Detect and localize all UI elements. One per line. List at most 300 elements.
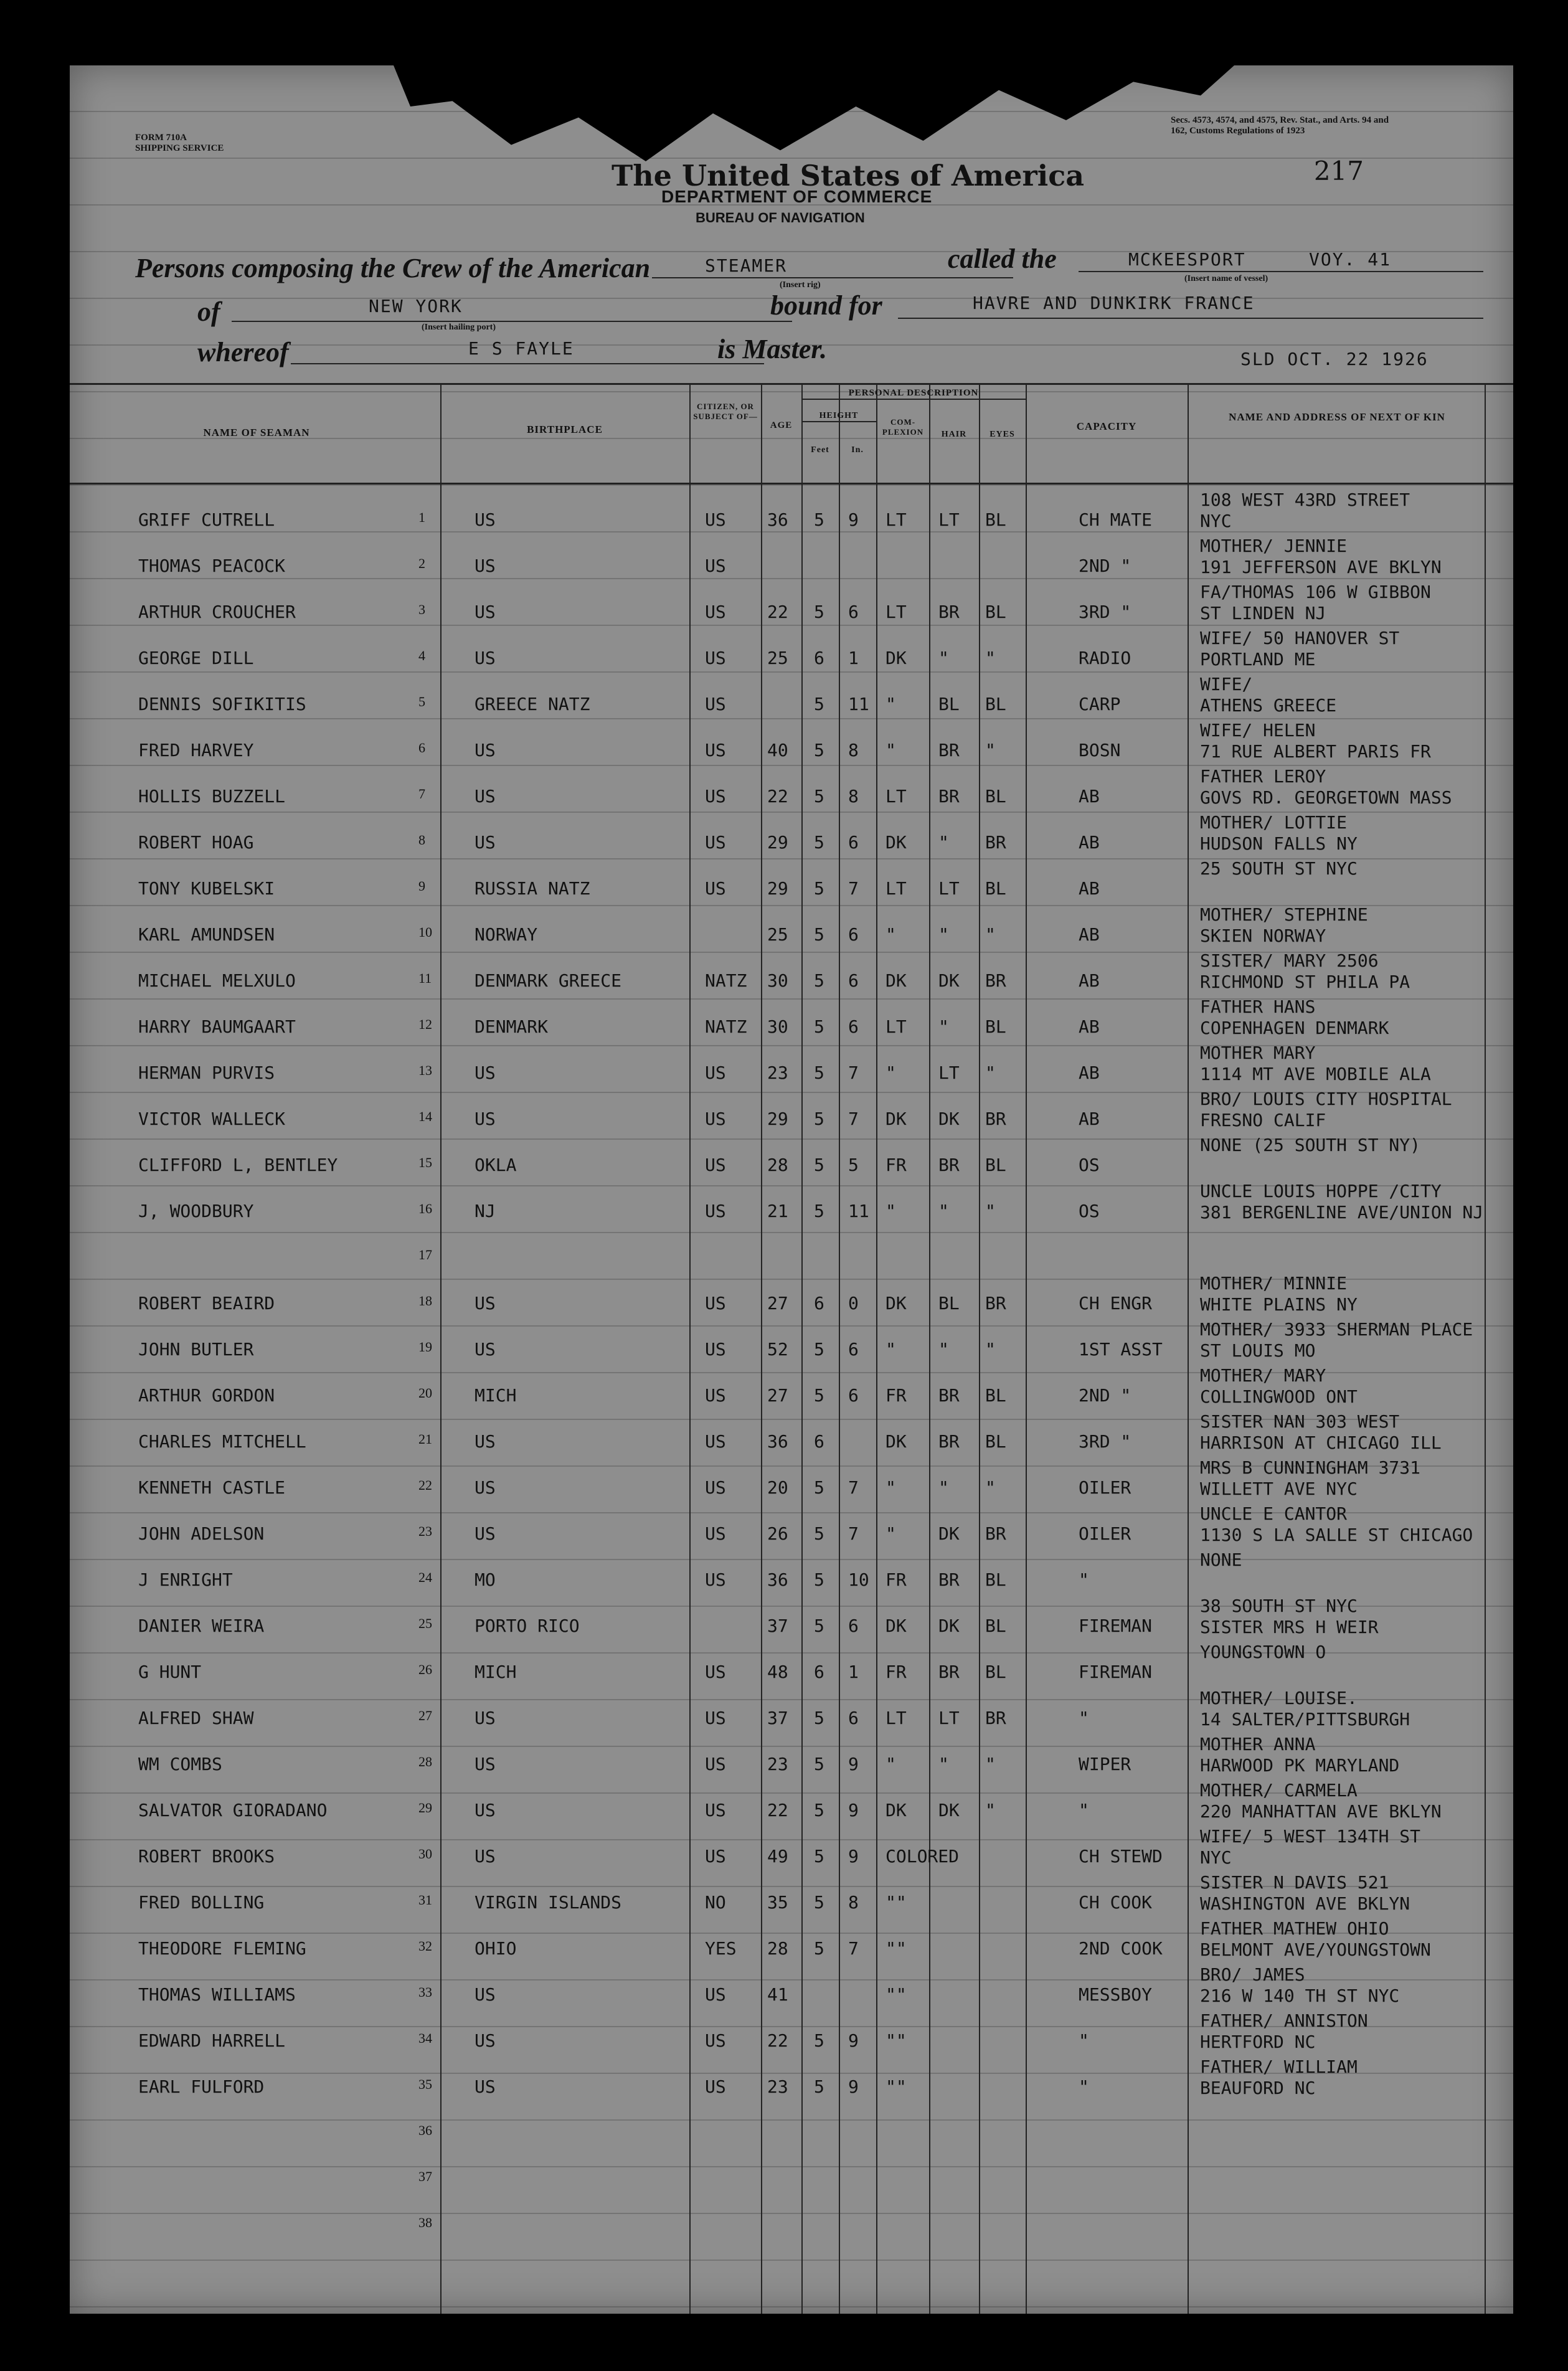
complexion: "" bbox=[886, 2076, 907, 2097]
hair: BR bbox=[938, 740, 960, 760]
line-number: 13 bbox=[418, 1062, 432, 1078]
height-feet: 5 bbox=[814, 970, 824, 991]
line-number: 18 bbox=[418, 1293, 432, 1309]
table-row bbox=[70, 486, 1513, 532]
next-of-kin: SISTER/ MARY 2506 RICHMOND ST PHILA PA bbox=[1200, 950, 1410, 992]
table-row bbox=[70, 2099, 1513, 2145]
capacity: AB bbox=[1079, 924, 1100, 945]
citizenship: US bbox=[705, 648, 726, 668]
table-row bbox=[70, 716, 1513, 762]
birthplace: RUSSIA NATZ bbox=[475, 878, 590, 899]
form-code: FORM 710A SHIPPING SERVICE bbox=[135, 133, 224, 153]
citizenship: US bbox=[705, 1201, 726, 1221]
hair: BR bbox=[938, 1569, 960, 1590]
height-feet: 5 bbox=[814, 1754, 824, 1774]
height-feet: 5 bbox=[814, 1846, 824, 1867]
age: 36 bbox=[767, 509, 788, 530]
eyes: BL bbox=[985, 1569, 1006, 1590]
height-feet: 5 bbox=[814, 509, 824, 530]
seaman-name: G HUNT bbox=[138, 1662, 202, 1682]
next-of-kin: MOTHER/ LOTTIE HUDSON FALLS NY bbox=[1200, 812, 1358, 854]
col-hair: HAIR bbox=[941, 430, 967, 439]
hailing-port: NEW YORK bbox=[369, 296, 463, 316]
complexion: LT bbox=[886, 1016, 907, 1037]
height-inches: 9 bbox=[848, 1846, 859, 1867]
hair: LT bbox=[938, 878, 960, 899]
seaman-name: HERMAN PURVIS bbox=[138, 1062, 275, 1083]
eyes: BL bbox=[985, 1431, 1006, 1452]
age: 52 bbox=[767, 1339, 788, 1360]
table-row bbox=[70, 1408, 1513, 1454]
hair: LT bbox=[938, 1062, 960, 1083]
birthplace: OHIO bbox=[475, 1938, 517, 1959]
eyes: BR bbox=[985, 1708, 1006, 1728]
eyes: " bbox=[985, 924, 996, 945]
seaman-name: J, WOODBURY bbox=[138, 1201, 254, 1221]
eyes: BL bbox=[985, 1016, 1006, 1037]
hair: BR bbox=[938, 1431, 960, 1452]
master-label: is Master. bbox=[717, 334, 828, 364]
birthplace: VIRGIN ISLANDS bbox=[475, 1892, 622, 1913]
birthplace: PORTO RICO bbox=[475, 1616, 580, 1636]
eyes: BL bbox=[985, 1385, 1006, 1406]
birthplace: US bbox=[475, 1431, 496, 1452]
citizenship: US bbox=[705, 1155, 726, 1175]
birthplace: US bbox=[475, 2030, 496, 2051]
table-row bbox=[70, 1546, 1513, 1592]
height-feet: 5 bbox=[814, 1569, 824, 1590]
line-number: 28 bbox=[418, 1754, 432, 1769]
col-personal: PERSONAL DESCRIPTION bbox=[801, 388, 1026, 400]
height-inches: 9 bbox=[848, 2030, 859, 2051]
height-feet: 5 bbox=[814, 740, 824, 760]
table-row bbox=[70, 1085, 1513, 1131]
rig-value: STEAMER bbox=[705, 255, 788, 276]
citizenship: US bbox=[705, 832, 726, 853]
persons-label: Persons composing the Crew of the American bbox=[135, 253, 651, 283]
age: 27 bbox=[767, 1293, 788, 1313]
height-inches: 6 bbox=[848, 924, 859, 945]
hair: LT bbox=[938, 1708, 960, 1728]
birthplace: MO bbox=[475, 1569, 496, 1590]
complexion: FR bbox=[886, 1569, 907, 1590]
eyes: BR bbox=[985, 1523, 1006, 1544]
seaman-name: FRED BOLLING bbox=[138, 1892, 265, 1913]
birthplace: GREECE NATZ bbox=[475, 694, 590, 714]
birthplace: US bbox=[475, 740, 496, 760]
table-row bbox=[70, 808, 1513, 854]
capacity: " bbox=[1079, 1800, 1089, 1820]
eyes: BR bbox=[985, 1293, 1006, 1313]
birthplace: US bbox=[475, 1754, 496, 1774]
citizenship: NATZ bbox=[705, 970, 747, 991]
age: 35 bbox=[767, 1892, 788, 1913]
height-inches: 8 bbox=[848, 786, 859, 807]
height-inches: 8 bbox=[848, 1892, 859, 1913]
citizenship: US bbox=[705, 1477, 726, 1498]
line-number: 16 bbox=[418, 1201, 432, 1216]
seaman-name: HARRY BAUMGAART bbox=[138, 1016, 296, 1037]
table-row bbox=[70, 1684, 1513, 1730]
complexion: " bbox=[886, 740, 896, 760]
table-row bbox=[70, 1177, 1513, 1223]
birthplace: US bbox=[475, 1339, 496, 1360]
citizenship: US bbox=[705, 1293, 726, 1313]
height-inches: 6 bbox=[848, 970, 859, 991]
age: 30 bbox=[767, 970, 788, 991]
capacity: RADIO bbox=[1079, 648, 1131, 668]
vessel-caption: (Insert name of vessel) bbox=[1184, 274, 1268, 283]
table-row bbox=[70, 1039, 1513, 1085]
eyes: BL bbox=[985, 1662, 1006, 1682]
next-of-kin: MOTHER/ JENNIE 191 JEFFERSON AVE BKLYN bbox=[1200, 536, 1442, 577]
height-inches: 11 bbox=[848, 694, 869, 714]
next-of-kin: WIFE/ 5 WEST 134TH ST NYC bbox=[1200, 1826, 1421, 1868]
next-of-kin: 38 SOUTH ST NYC SISTER MRS H WEIR bbox=[1200, 1596, 1379, 1637]
complexion: LT bbox=[886, 786, 907, 807]
birthplace: US bbox=[475, 1523, 496, 1544]
table-row bbox=[70, 2145, 1513, 2191]
eyes: " bbox=[985, 1339, 996, 1360]
table-row bbox=[70, 1500, 1513, 1546]
height-inches: 10 bbox=[848, 1569, 869, 1590]
line-number: 37 bbox=[418, 2169, 432, 2184]
age: 28 bbox=[767, 1155, 788, 1175]
complexion: LT bbox=[886, 602, 907, 622]
seaman-name: DENNIS SOFIKITIS bbox=[138, 694, 306, 714]
eyes: BL bbox=[985, 509, 1006, 530]
citizenship: US bbox=[705, 1062, 726, 1083]
line-number: 20 bbox=[418, 1385, 432, 1401]
capacity: CH STEWD bbox=[1079, 1846, 1163, 1867]
table-row bbox=[70, 762, 1513, 808]
hair: BR bbox=[938, 602, 960, 622]
next-of-kin: FATHER/ ANNISTON HERTFORD NC bbox=[1200, 2010, 1368, 2052]
line-number: 17 bbox=[418, 1247, 432, 1262]
line-number: 6 bbox=[418, 740, 425, 755]
complexion: " bbox=[886, 1201, 896, 1221]
table-row bbox=[70, 1315, 1513, 1361]
capacity: OILER bbox=[1079, 1477, 1131, 1498]
citizenship: US bbox=[705, 694, 726, 714]
height-feet: 5 bbox=[814, 1385, 824, 1406]
seaman-name: ARTHUR CROUCHER bbox=[138, 602, 296, 622]
next-of-kin: YOUNGSTOWN O bbox=[1200, 1642, 1326, 1662]
next-of-kin: UNCLE E CANTOR 1130 S LA SALLE ST CHICAGO bbox=[1200, 1503, 1473, 1545]
eyes: BL bbox=[985, 878, 1006, 899]
table-row bbox=[70, 624, 1513, 670]
complexion: FR bbox=[886, 1662, 907, 1682]
age: 26 bbox=[767, 1523, 788, 1544]
citizenship: US bbox=[705, 556, 726, 576]
table-row bbox=[70, 947, 1513, 993]
line-number: 33 bbox=[418, 1984, 432, 2000]
master-name: E S FAYLE bbox=[468, 338, 574, 359]
height-feet: 5 bbox=[814, 602, 824, 622]
age: 22 bbox=[767, 1800, 788, 1820]
next-of-kin: MOTHER ANNA HARWOOD PK MARYLAND bbox=[1200, 1734, 1400, 1776]
complexion: DK bbox=[886, 1109, 907, 1129]
eyes: BR bbox=[985, 832, 1006, 853]
line-number: 10 bbox=[418, 924, 432, 940]
seaman-name: EDWARD HARRELL bbox=[138, 2030, 286, 2051]
bureau-name: BUREAU OF NAVIGATION bbox=[696, 210, 865, 225]
height-inches: 1 bbox=[848, 1662, 859, 1682]
height-inches: 6 bbox=[848, 1339, 859, 1360]
eyes: BR bbox=[985, 1109, 1006, 1129]
height-inches: 6 bbox=[848, 832, 859, 853]
height-inches: 7 bbox=[848, 1477, 859, 1498]
col-feet: Feet bbox=[811, 445, 829, 455]
age: 41 bbox=[767, 1984, 788, 2005]
col-citizen: CITIZEN, OR SUBJECT OF— bbox=[693, 402, 758, 421]
next-of-kin: FATHER MATHEW OHIO BELMONT AVE/YOUNGSTOWN bbox=[1200, 1918, 1431, 1960]
height-feet: 5 bbox=[814, 1155, 824, 1175]
citizenship: US bbox=[705, 1569, 726, 1590]
hair: DK bbox=[938, 1800, 960, 1820]
hair: " bbox=[938, 1339, 949, 1360]
birthplace: NORWAY bbox=[475, 924, 538, 945]
capacity: CH COOK bbox=[1079, 1892, 1153, 1913]
age: 22 bbox=[767, 602, 788, 622]
rig-caption: (Insert rig) bbox=[780, 280, 821, 290]
height-inches: 8 bbox=[848, 740, 859, 760]
height-feet: 5 bbox=[814, 1892, 824, 1913]
height-inches: 6 bbox=[848, 602, 859, 622]
line-number: 35 bbox=[418, 2076, 432, 2092]
birthplace: DENMARK bbox=[475, 1016, 549, 1037]
height-inches: 9 bbox=[848, 509, 859, 530]
citizenship: US bbox=[705, 1109, 726, 1129]
next-of-kin: MOTHER/ MINNIE WHITE PLAINS NY bbox=[1200, 1273, 1358, 1315]
height-inches: 6 bbox=[848, 1385, 859, 1406]
seaman-name: ROBERT HOAG bbox=[138, 832, 254, 853]
capacity: 2ND " bbox=[1079, 1385, 1131, 1406]
complexion: FR bbox=[886, 1155, 907, 1175]
table-row bbox=[70, 2191, 1513, 2237]
age: 30 bbox=[767, 1016, 788, 1037]
height-feet: 5 bbox=[814, 1477, 824, 1498]
table-row bbox=[70, 1454, 1513, 1500]
complexion: " bbox=[886, 1062, 896, 1083]
table-row bbox=[70, 1868, 1513, 1914]
birthplace: US bbox=[475, 1846, 496, 1867]
line-number: 26 bbox=[418, 1662, 432, 1677]
hair: LT bbox=[938, 509, 960, 530]
birthplace: US bbox=[475, 556, 496, 576]
citizenship: US bbox=[705, 740, 726, 760]
eyes: " bbox=[985, 1201, 996, 1221]
height-feet: 5 bbox=[814, 1201, 824, 1221]
height-feet: 5 bbox=[814, 2030, 824, 2051]
hair: " bbox=[938, 1754, 949, 1774]
next-of-kin: WIFE/ 50 HANOVER ST PORTLAND ME bbox=[1200, 628, 1400, 670]
capacity: CH MATE bbox=[1079, 509, 1153, 530]
capacity: 3RD " bbox=[1079, 602, 1131, 622]
complexion: DK bbox=[886, 1431, 907, 1452]
crew-table bbox=[70, 383, 1513, 2314]
eyes: BL bbox=[985, 1155, 1006, 1175]
next-of-kin: MOTHER/ LOUISE. 14 SALTER/PITTSBURGH bbox=[1200, 1688, 1410, 1730]
next-of-kin: SISTER N DAVIS 521 WASHINGTON AVE BKLYN bbox=[1200, 1872, 1410, 1914]
table-row bbox=[70, 854, 1513, 901]
capacity: OILER bbox=[1079, 1523, 1131, 1544]
age: 29 bbox=[767, 832, 788, 853]
complexion: " bbox=[886, 1477, 896, 1498]
col-age: AGE bbox=[770, 420, 793, 430]
complexion: DK bbox=[886, 970, 907, 991]
line-number: 19 bbox=[418, 1339, 432, 1355]
seaman-name: GEORGE DILL bbox=[138, 648, 254, 668]
height-feet: 5 bbox=[814, 832, 824, 853]
capacity: " bbox=[1079, 2030, 1089, 2051]
complexion: LT bbox=[886, 1708, 907, 1728]
birthplace: US bbox=[475, 832, 496, 853]
citizenship: US bbox=[705, 1708, 726, 1728]
age: 23 bbox=[767, 1062, 788, 1083]
seaman-name: WM COMBS bbox=[138, 1754, 222, 1774]
capacity: OS bbox=[1079, 1201, 1100, 1221]
complexion: "" bbox=[886, 1938, 907, 1959]
citizenship: US bbox=[705, 1431, 726, 1452]
citizenship: US bbox=[705, 1846, 726, 1867]
line-number: 31 bbox=[418, 1892, 432, 1908]
height-inches: 1 bbox=[848, 648, 859, 668]
height-feet: 5 bbox=[814, 1109, 824, 1129]
hair: BR bbox=[938, 786, 960, 807]
next-of-kin: NONE (25 SOUTH ST NY) bbox=[1200, 1135, 1421, 1155]
table-row bbox=[70, 1131, 1513, 1177]
eyes: " bbox=[985, 1754, 996, 1774]
citizenship: US bbox=[705, 1339, 726, 1360]
hair: DK bbox=[938, 1616, 960, 1636]
line-number: 2 bbox=[418, 556, 425, 571]
line-number: 32 bbox=[418, 1938, 432, 1954]
height-inches: 11 bbox=[848, 1201, 869, 1221]
height-inches: 9 bbox=[848, 2076, 859, 2097]
birthplace: US bbox=[475, 602, 496, 622]
col-eyes: EYES bbox=[989, 430, 1015, 439]
height-feet: 5 bbox=[814, 878, 824, 899]
complexion: "" bbox=[886, 1892, 907, 1913]
birthplace: US bbox=[475, 786, 496, 807]
birthplace: MICH bbox=[475, 1662, 517, 1682]
hair: BR bbox=[938, 1662, 960, 1682]
capacity: 3RD " bbox=[1079, 1431, 1131, 1452]
seaman-name: CHARLES MITCHELL bbox=[138, 1431, 306, 1452]
capacity: CARP bbox=[1079, 694, 1121, 714]
height-inches: 0 bbox=[848, 1293, 859, 1313]
regulations-note: Secs. 4573, 4574, and 4575, Rev. Stat., and Arts. 94 and 162, Customs Regulations of 1923 bbox=[1171, 115, 1389, 136]
table-row bbox=[70, 1269, 1513, 1315]
birthplace: US bbox=[475, 1109, 496, 1129]
birthplace: US bbox=[475, 2076, 496, 2097]
seaman-name: DANIER WEIRA bbox=[138, 1616, 265, 1636]
height-feet: 5 bbox=[814, 694, 824, 714]
citizenship: US bbox=[705, 509, 726, 530]
height-inches: 6 bbox=[848, 1616, 859, 1636]
eyes: BL bbox=[985, 602, 1006, 622]
hair: " bbox=[938, 924, 949, 945]
complexion: " bbox=[886, 1339, 896, 1360]
page-number: 217 bbox=[1313, 156, 1364, 186]
next-of-kin: BRO/ LOUIS CITY HOSPITAL FRESNO CALIF bbox=[1200, 1089, 1452, 1130]
line-number: 24 bbox=[418, 1569, 432, 1585]
height-inches: 5 bbox=[848, 1155, 859, 1175]
sailing-date: SLD OCT. 22 1926 bbox=[1240, 349, 1429, 369]
age: 49 bbox=[767, 1846, 788, 1867]
line-number: 23 bbox=[418, 1523, 432, 1539]
seaman-name: SALVATOR GIORADANO bbox=[138, 1800, 328, 1820]
citizenship: US bbox=[705, 1984, 726, 2005]
next-of-kin: UNCLE LOUIS HOPPE /CITY 381 BERGENLINE AVE/UNION NJ bbox=[1200, 1181, 1484, 1223]
age: 23 bbox=[767, 2076, 788, 2097]
seaman-name: KENNETH CASTLE bbox=[138, 1477, 286, 1498]
called-label: called the bbox=[948, 244, 1057, 274]
eyes: " bbox=[985, 1477, 996, 1498]
line-number: 4 bbox=[418, 648, 425, 663]
line-number: 27 bbox=[418, 1708, 432, 1723]
birthplace: DENMARK GREECE bbox=[475, 970, 622, 991]
capacity: " bbox=[1079, 1569, 1089, 1590]
height-feet: 5 bbox=[814, 1616, 824, 1636]
next-of-kin: MOTHER/ MARY COLLINGWOOD ONT bbox=[1200, 1365, 1358, 1407]
table-row bbox=[70, 2007, 1513, 2053]
complexion: " bbox=[886, 1523, 896, 1544]
capacity: 2ND " bbox=[1079, 556, 1131, 576]
next-of-kin: NONE bbox=[1200, 1550, 1242, 1570]
seaman-name: THEODORE FLEMING bbox=[138, 1938, 306, 1959]
seaman-name: JOHN BUTLER bbox=[138, 1339, 254, 1360]
table-row bbox=[70, 670, 1513, 716]
height-inches: 7 bbox=[848, 1109, 859, 1129]
table-row bbox=[70, 1961, 1513, 2007]
capacity: OS bbox=[1079, 1155, 1100, 1175]
seaman-name: THOMAS WILLIAMS bbox=[138, 1984, 296, 2005]
capacity: AB bbox=[1079, 832, 1100, 853]
eyes: BL bbox=[985, 786, 1006, 807]
citizenship: US bbox=[705, 878, 726, 899]
next-of-kin: MOTHER MARY 1114 MT AVE MOBILE ALA bbox=[1200, 1043, 1431, 1084]
capacity: CH ENGR bbox=[1079, 1293, 1153, 1313]
hair: BL bbox=[938, 694, 960, 714]
hair: " bbox=[938, 1477, 949, 1498]
citizenship: US bbox=[705, 2030, 726, 2051]
line-number: 15 bbox=[418, 1155, 432, 1170]
col-complexion: COM-PLEXION bbox=[882, 417, 924, 437]
age: 23 bbox=[767, 1754, 788, 1774]
birthplace: US bbox=[475, 1984, 496, 2005]
age: 36 bbox=[767, 1431, 788, 1452]
table-row bbox=[70, 901, 1513, 947]
eyes: " bbox=[985, 648, 996, 668]
table-row bbox=[70, 1776, 1513, 1822]
hair: " bbox=[938, 1201, 949, 1221]
height-inches: 6 bbox=[848, 1708, 859, 1728]
capacity: " bbox=[1079, 2076, 1089, 2097]
height-feet: 6 bbox=[814, 1431, 824, 1452]
next-of-kin: FATHER/ WILLIAM BEAUFORD NC bbox=[1200, 2056, 1358, 2098]
capacity: FIREMAN bbox=[1079, 1662, 1153, 1682]
line-number: 25 bbox=[418, 1616, 432, 1631]
height-feet: 5 bbox=[814, 1708, 824, 1728]
table-row bbox=[70, 1730, 1513, 1776]
capacity: AB bbox=[1079, 1109, 1100, 1129]
col-birthplace: BIRTHPLACE bbox=[527, 424, 603, 435]
complexion: DK bbox=[886, 1616, 907, 1636]
eyes: " bbox=[985, 1800, 996, 1820]
height-inches: 7 bbox=[848, 1523, 859, 1544]
